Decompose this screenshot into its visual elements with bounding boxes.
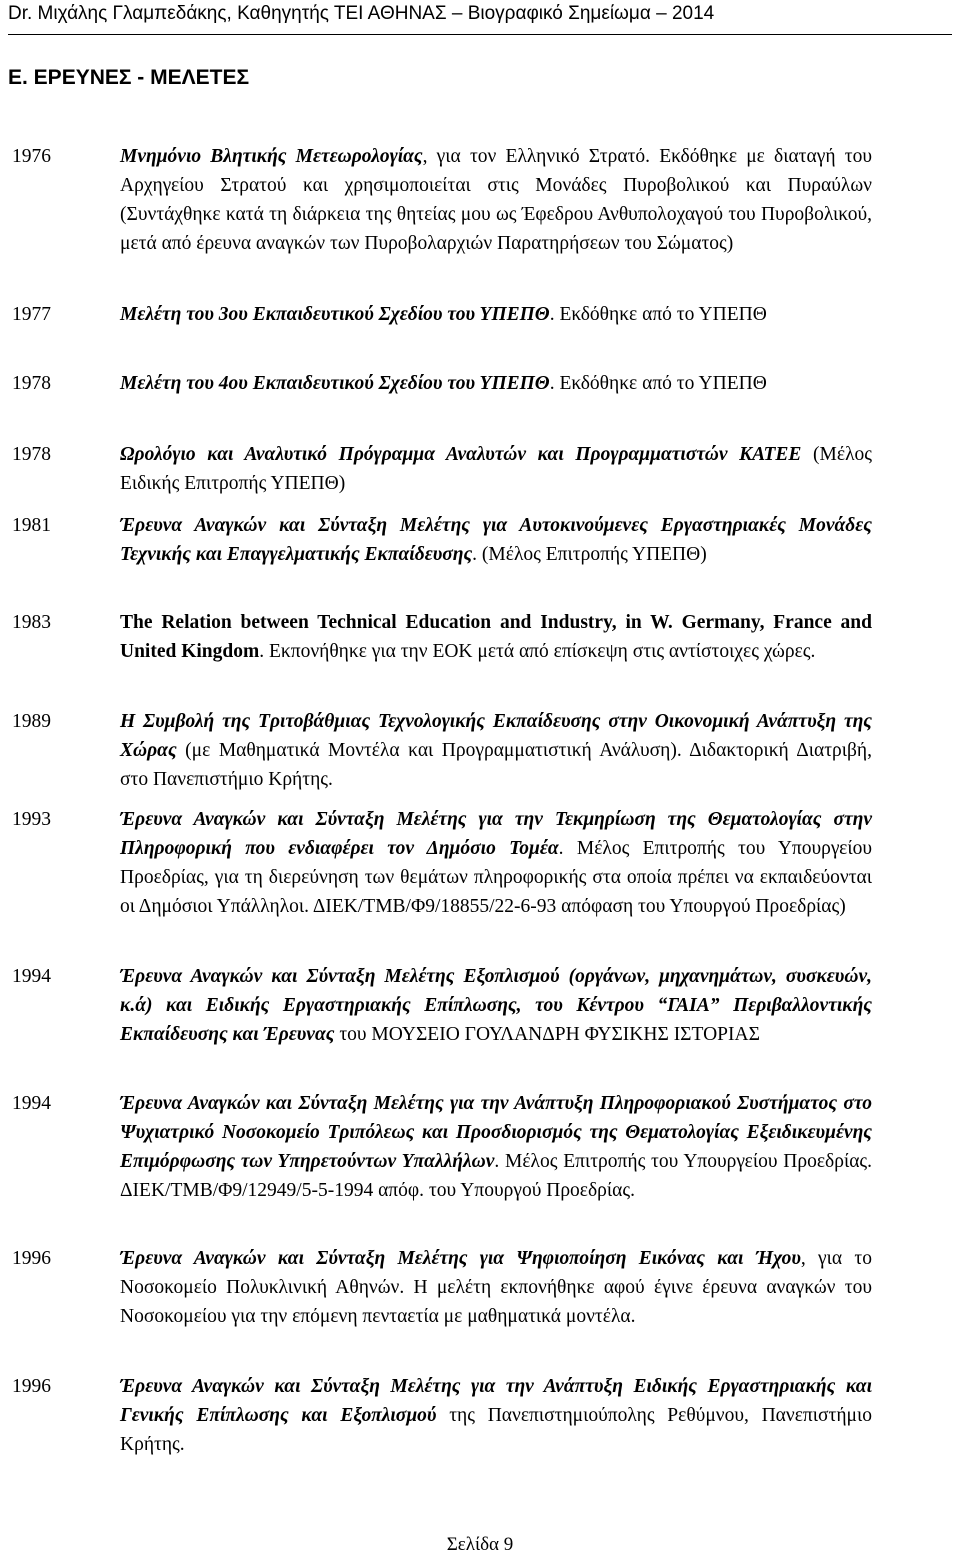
entry-description	[120, 962, 872, 1049]
entry-title: Μνημόνιο Βλητικής Μετεωρολογίας	[120, 146, 423, 167]
entry-year: 1994	[12, 1093, 51, 1114]
entry-text: . (Μέλος Επιτροπής ΥΠΕΠΘ)	[472, 544, 707, 565]
entry-description	[120, 300, 872, 329]
page-header: Dr. Μιχάλης Γλαμπεδάκης, Καθηγητής ΤΕΙ ΑΘΗΝΑΣ – Βιογραφικό Σημείωμα – 2014	[8, 3, 715, 24]
entry-text: . Μέλος Επιτροπής του Υπουργείου Προεδρίας, για τη διερεύνηση των θεμάτων πληροφορικής στα οποία πρέπει να εκπαιδεύονται οι Δημόσιοι Υπάλληλοι. ΔΙΕΚ/ΤΜΒ/Φ9/18855/22-6-93 απόφαση του Υπουργού Προεδρίας)	[120, 838, 873, 917]
entry-description	[120, 1089, 872, 1205]
entry-year: 1978	[12, 373, 51, 394]
section-title: Ε. ΕΡΕΥΝΕΣ - ΜΕΛΕΤΕΣ	[8, 66, 250, 89]
entry-text: της Πανεπιστημιούπολης Ρεθύμνου, Πανεπιστήμιο Κρήτης.	[120, 1405, 872, 1455]
entry-text: . Εκπονήθηκε για την ΕΟΚ μετά από επίσκεψη στις αντίστοιχες χώρες.	[259, 641, 816, 662]
entry-description	[120, 369, 872, 398]
entry-description	[120, 142, 872, 258]
entry-year: 1996	[12, 1376, 51, 1397]
entry-year: 1993	[12, 809, 51, 830]
entry-description	[120, 511, 872, 569]
entry-title: Έρευνα Αναγκών και Σύνταξη Μελέτης για την Ανάπτυξη Ειδικής Εργαστηριακής και Γενικής Επίπλωσης και Εξοπλισμού	[120, 1376, 872, 1426]
entry-title: Έρευνα Αναγκών και Σύνταξη Μελέτης Εξοπλισμού (οργάνων, μηχανημάτων, συσκευών, κ.ά) και Ειδικής Εργαστηριακής Επίπλωσης, του Κέντρου “ΓΑΙΑ” Περιβαλλοντικής Εκπαίδευσης και Έρευνας	[120, 966, 872, 1045]
entry-text: του ΜΟΥΣΕΙΟ ΓΟΥΛΑΝΔΡΗ ΦΥΣΙΚΗΣ ΙΣΤΟΡΙΑΣ	[334, 1024, 760, 1045]
entry-text: (με Μαθηματικά Μοντέλα και Προγραμματιστική Ανάλυση). Διδακτορική Διατριβή, στο Πανεπιστήμιο Κρήτης.	[120, 740, 872, 790]
entry-description	[120, 805, 872, 921]
entry-title: Η Συμβολή της Τριτοβάθμιας Τεχνολογικής Εκπαίδευσης στην Οικονομική Ανάπτυξη της Χώρας	[120, 711, 872, 761]
entry-title: Έρευνα Αναγκών και Σύνταξη Μελέτης για την Τεκμηρίωση της Θεματολογίας στην Πληροφορική που ενδιαφέρει τον Δημόσιο Τομέα	[120, 809, 872, 859]
entry-description	[120, 1372, 872, 1459]
entry-title: Μελέτη του 4ου Εκπαιδευτικού Σχεδίου του ΥΠΕΠΘ	[120, 373, 550, 394]
entry-description	[120, 1244, 872, 1331]
entry-year: 1994	[12, 966, 51, 987]
entry-title: Μελέτη του 3ου Εκπαιδευτικού Σχεδίου του ΥΠΕΠΘ	[120, 304, 550, 325]
entry-title: Έρευνα Αναγκών και Σύνταξη Μελέτης για Αυτοκινούμενες Εργαστηριακές Μονάδες Τεχνικής και Επαγγελματικής Εκπαίδευσης	[120, 515, 872, 565]
entry-text: . Μέλος Επιτροπής του Υπουργείου Προεδρίας. ΔΙΕΚ/ΤΜΒ/Φ9/12949/5-5-1994 απόφ. του Υπουργού Προεδρίας.	[120, 1151, 873, 1201]
entry-title: Έρευνα Αναγκών και Σύνταξη Μελέτης για την Ανάπτυξη Πληροφοριακού Συστήματος στο Ψυχιατρικό Νοσοκομείο Τριπόλεως και Προσδιορισμός της Θεματολογίας Εξειδικευμένης Επιμόρφωσης των Υπηρετούντων Υπαλλήλων	[120, 1093, 872, 1172]
entry-year: 1996	[12, 1248, 51, 1269]
entry-text: , για το Νοσοκομείο Πολυκλινική Αθηνών. Η μελέτη εκπονήθηκε αφού έγινε έρευνα αναγκών του Νοσοκομείου για την επόμενη πενταετία με μαθηματικά μοντέλα.	[120, 1248, 872, 1327]
entry-title: Ωρολόγιο και Αναλυτικό Πρόγραμμα Αναλυτών και Προγραμματιστών ΚΑΤΕΕ	[120, 444, 802, 465]
entry-year: 1989	[12, 711, 51, 732]
entry-text: . Εκδόθηκε από το ΥΠΕΠΘ	[549, 373, 767, 394]
entry-text: . Εκδόθηκε από το ΥΠΕΠΘ	[549, 304, 767, 325]
entry-year: 1976	[12, 146, 51, 167]
page-number: Σελίδα 9	[446, 1534, 514, 1555]
entry-year: 1977	[12, 304, 51, 325]
entry-description	[120, 608, 872, 666]
entry-text: , για τον Ελληνικό Στρατό. Εκδόθηκε με διαταγή του Αρχηγείου Στρατού και χρησιμοποιείται στις Μονάδες Πυροβολικού και Πυραύλων (Συντάχθηκε κατά τη διάρκεια της θητείας μου ως Έφεδρου Ανθυπολοχαγού του Πυροβολικού, μετά από έρευνα αναγκών των Πυροβολαρχιών Παρατηρήσεων του Σώματος)	[120, 146, 872, 254]
entry-year: 1981	[12, 515, 51, 536]
entry-title: The Relation between Technical Education and Industry, in W. Germany, France and United Kingdom	[120, 612, 872, 662]
entry-text: (Μέλος Ειδικής Επιτροπής ΥΠΕΠΘ)	[120, 444, 872, 494]
entry-title: Έρευνα Αναγκών και Σύνταξη Μελέτης για Ψηφιοποίηση Εικόνας και Ήχου	[120, 1248, 801, 1269]
entry-year: 1983	[12, 612, 51, 633]
entry-description	[120, 440, 872, 498]
entry-year: 1978	[12, 444, 51, 465]
entry-description	[120, 707, 872, 794]
